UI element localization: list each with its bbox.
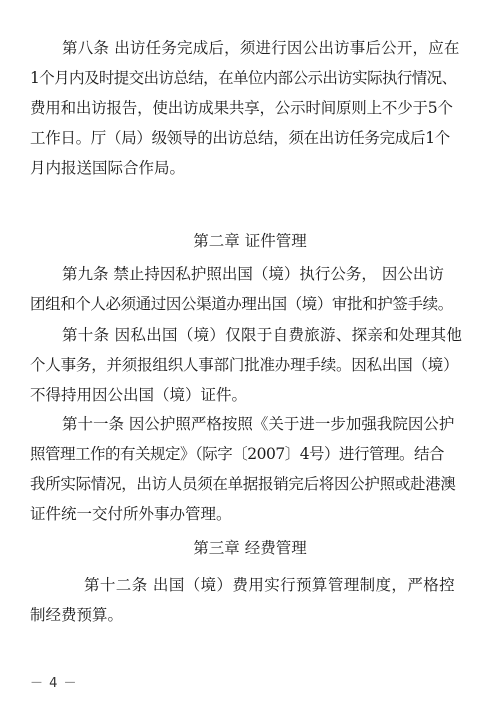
article-10-line: 第十条 因私出国（境）仅限于自费旅游、探亲和处理其他 [62,326,463,344]
article-9-line: 第九条 禁止持因私护照出国（境）执行公务， 因公出访 [62,265,444,283]
page-number: － 4 － [30,676,78,691]
article-11 [30,409,467,529]
chapter-2-title: 第二章 证件管理 [193,232,307,250]
article-12-line: 第十二条 出国（境）费用实行预算管理制度，严格控 [84,576,456,594]
article-11-line: 我所实际情况，出访人员须在单据报销完后将因公护照或赴港澳 [30,475,456,493]
article-10-line: 个人事务，并须报组织人事部门批准办理手续。因私出国（境） [30,356,459,374]
article-9 [30,259,467,319]
article-9-line: 团组和个人必须通过因公渠道办理出国（境）审批和护签手续。 [30,295,453,313]
chapter-3-title: 第三章 经费管理 [193,539,307,557]
article-11-line: 照管理工作的有关规定》（际字〔2007〕4号）进行管理。结合 [30,445,445,463]
article-8-line: 月内报送国际合作局。 [30,159,186,177]
article-10 [30,320,467,410]
article-8-line: 工作日。厅（局）级领导的出访总结，须在出访任务完成后1个 [30,129,450,147]
article-10-line: 不得持用因公出国（境）证件。 [30,386,248,404]
article-12 [30,570,467,630]
article-8-line: 费用和出访报告，使出访成果共享，公示时间原则上不少于5个 [30,99,453,117]
article-8 [30,33,467,183]
article-11-line: 第十一条 因公护照严格按照《关于进一步加强我院因公护 [62,415,455,433]
article-11-line: 证件统一交付所外事办管理。 [30,505,232,523]
article-8-line: 第八条 出访任务完成后，须进行因公出访事后公开，应在 [62,39,460,57]
article-8-line: 1个月内及时提交出访总结，在单位内部公示出访实际执行情况、 [30,69,457,87]
article-12-line: 制经费预算。 [30,606,124,624]
